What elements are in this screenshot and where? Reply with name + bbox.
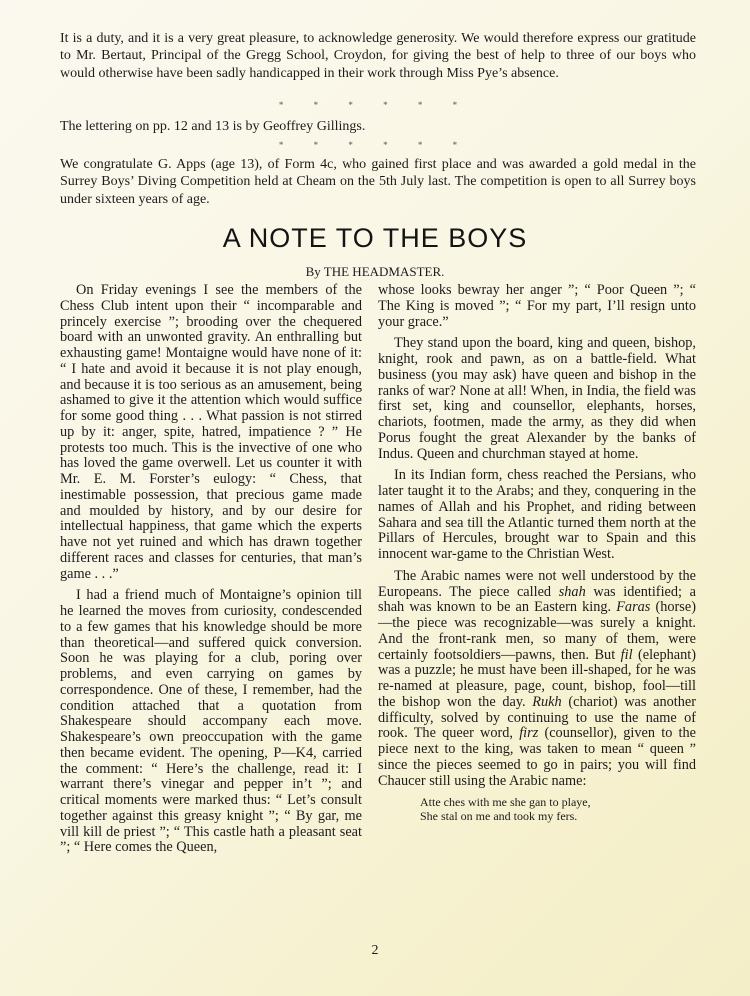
lettering-credit-text: The lettering on pp. 12 and 13 is by Geoffrey Gillings. [60,119,366,134]
article-paragraph: They stand upon the board, king and queen, bishop, knight, rook and pawn, as on a battle-field. What business (you may ask) have queen and bishop in the ranks of war? None at all! When, in India, the field was first set, king and counsellor, elephants, horses, chariots, footmen, made the army, as they did when Porus fought the great Alexander by the banks of Indus. Queen and churchman stayed at home. [378,335,696,462]
article-column-right [378,283,696,823]
verse-line: She stal on me and took my fers. [420,809,578,824]
lettering-credit [60,118,696,135]
article-paragraph-continued: whose looks bewray her anger ”; “ Poor Queen ”; “ The King is moved ”; “ For my part, I’ll resign unto your grace.” [378,282,696,330]
italic-term: firz [519,725,539,742]
article-byline: By THE HEADMASTER. [305,264,445,279]
article-column-left [60,283,362,862]
article-paragraph: In its Indian form, chess reached the Persians, who later taught it to the Arabs; and they, conquering in the names of Allah and his Prophet, and riding between Sahara and sea till the Atlantic turned them north at the Pillars of Hercules, brought war to Spain and this innocent war-game to the Christian West. [378,467,696,562]
article-paragraph: On Friday evenings I see the members of the Chess Club intent upon their “ incomparable and princely exercise ”; brooding over the chequered board with an unwonted gravity. An enthralling but exhausting game! Montaigne would have none of it: “ I hate and avoid it because it is not play enough, and because it is too serious as an amusement, being ashamed to give it the attention which would suffice for some good thing . . . What passion is not stirred up by it: anger, spite, hatred, impatience ? ” He protests too much. This is the invective of one who has loved the game overwell. Let us counter it with Mr. E. M. Forster’s eulogy: “ Chess, that inestimable possession, that precious game made and moulded by history, and by our desire for intellectual happiness, that game which the experts have not yet ruined and which has drawn together different races and classes for centuries, that man’s game . . .” [60,282,362,582]
section-divider: * * * * * * [278,100,472,110]
verse-line: Atte ches with me she gan to playe, [420,795,591,810]
page-number: 2 [371,943,379,958]
acknowledgement-text: It is a duty, and it is a very great pleasure, to acknowledge generosity. We would therefore express our gratitude to Mr. Bertaut, Principal of the Gregg School, Croydon, for giving the best of help to three of our boys who would otherwise have been sadly handicapped in their work through Miss Pye’s absence. [60,31,696,81]
italic-term: Rukh [532,693,562,710]
congratulation-text: We congratulate G. Apps (age 13), of Form 4c, who gained first place and was awarded a gold medal in the Surrey Boys’ Diving Competition held at Cheam on the 5th July last. The competition is open to all Surrey boys under sixteen years of age. [60,157,696,207]
article-paragraph: I had a friend much of Montaigne’s opinion till he learned the moves from curiosity, condescended to a few games that his knowledge should be more than theoretical—and suffered quick conversion. Soon he was playing for a club, poring over problems, and even carrying on games by correspondence. One of these, I remember, had the condition attached that a quotation from Shakespeare should accompany each move. Shakespeare’s own preoccupation with the game then became evident. The opening, P—K4, carried the comment: “ Here’s the challenge, read it: I warrant there’s vinegar and pepper in’t ”; and critical moments were marked thus: “ Let’s consult together against this greasy knight ”; “ By gar, me vill kill de priest ”; “ This castle hath a pleasant seat ”; “ Here comes the Queen, [60,587,362,856]
italic-term: fil [620,646,633,663]
chaucer-quotation [420,795,696,823]
article-title: A NOTE TO THE BOYS [222,223,528,253]
section-divider: * * * * * * [278,140,472,150]
congratulation-paragraph [60,156,696,208]
italic-term: Faras [616,599,651,616]
acknowledgement-paragraph [60,30,696,82]
article-paragraph: The Arabic names were not well understood by the Europeans. The piece called shah was identified; a shah was known to be an Eastern king. Faras (horse)—the piece was recognizable—was surely a knight. And the front-rank men, so many of them, were certainly footsoldiers—pawns, then. But fil (elephant) was a puzzle; he must have been ill-shaped, for he was re-named at pleasure, page, count, bishop, fool—till the bishop won the day. Rukh (chariot) was another difficulty, solved by continuing to use the name of rook. The queer word, firz (counsellor), given to the piece next to the king, was taken to mean “ queen ” since the pieces seemed to go in pairs; you will find Chaucer still using the Arabic name: [378,567,697,789]
italic-term: shah [558,583,586,600]
